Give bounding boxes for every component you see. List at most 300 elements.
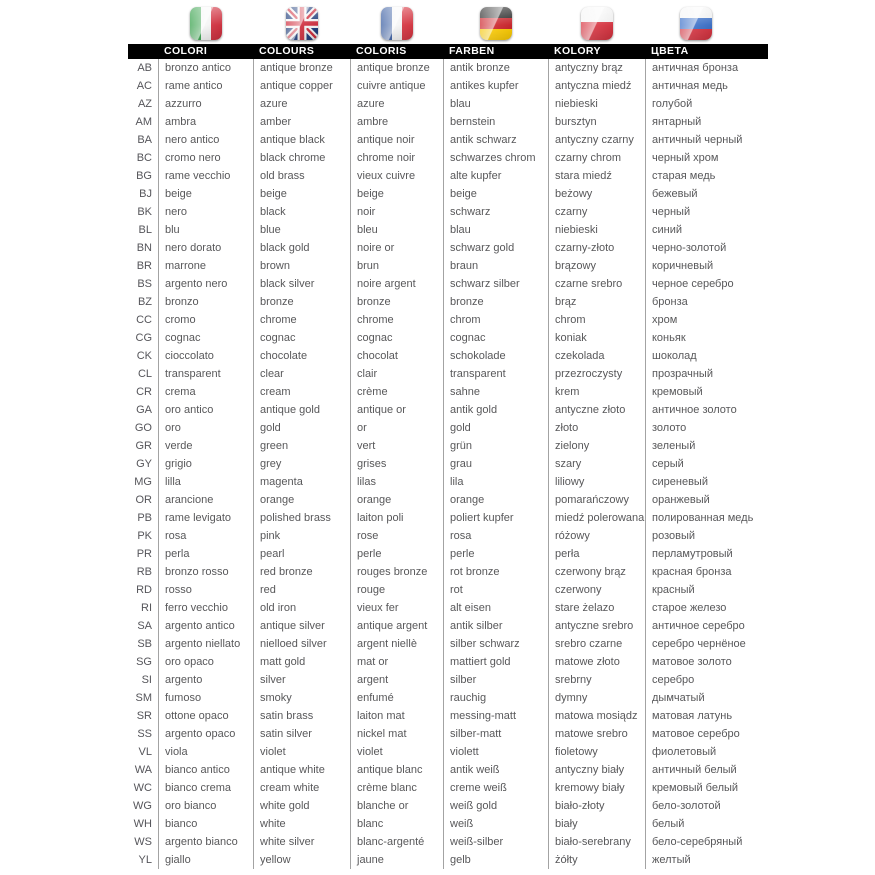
- color-name-polish: matowe srebro: [548, 725, 645, 743]
- color-code: AM: [135, 116, 152, 128]
- color-name-german: rosa: [443, 527, 548, 545]
- color-name-english: blue: [253, 221, 350, 239]
- color-name-french: cuivre antique: [350, 77, 443, 95]
- table-row: [128, 545, 768, 563]
- uk-flag-icon: [286, 7, 318, 40]
- color-name-english: white gold: [253, 797, 350, 815]
- color-name-italian: argento: [158, 671, 253, 689]
- color-name-french: argent: [350, 671, 443, 689]
- table-row: [128, 257, 768, 275]
- table-row: [128, 401, 768, 419]
- color-name-italian: bronzo rosso: [158, 563, 253, 581]
- table-row: [128, 383, 768, 401]
- color-name-russian: черный: [645, 203, 747, 221]
- color-name-french: jaune: [350, 851, 443, 869]
- color-name-french: argent niellè: [350, 635, 443, 653]
- color-name-english: nielloed silver: [253, 635, 350, 653]
- color-code: CK: [136, 350, 152, 362]
- color-name-italian: transparent: [158, 365, 253, 383]
- table-row: [128, 419, 768, 437]
- color-code: BZ: [137, 296, 152, 308]
- column-header-french: COLORIS: [356, 45, 407, 57]
- color-name-russian: бело-серебряный: [645, 833, 747, 851]
- color-name-russian: кремовый: [645, 383, 747, 401]
- column-header-italian: COLORI: [164, 45, 208, 57]
- color-name-english: smoky: [253, 689, 350, 707]
- table-row: [128, 293, 768, 311]
- color-name-russian: античная бронза: [645, 59, 747, 77]
- color-name-russian: бронза: [645, 293, 747, 311]
- color-code: CG: [135, 332, 152, 344]
- table-row: [128, 617, 768, 635]
- color-name-russian: бело-золотой: [645, 797, 747, 815]
- table-row: [128, 455, 768, 473]
- color-name-german: poliert kupfer: [443, 509, 548, 527]
- color-name-italian: ferro vecchio: [158, 599, 253, 617]
- color-name-english: chrome: [253, 311, 350, 329]
- color-name-english: red: [253, 581, 350, 599]
- color-code: BS: [137, 278, 152, 290]
- color-name-german: rot: [443, 581, 548, 599]
- flags-row: [128, 7, 768, 44]
- table-row: [128, 833, 768, 851]
- color-name-french: beige: [350, 185, 443, 203]
- color-name-french: laiton mat: [350, 707, 443, 725]
- color-name-french: nickel mat: [350, 725, 443, 743]
- color-name-english: yellow: [253, 851, 350, 869]
- color-name-russian: античный черный: [645, 131, 747, 149]
- table-row: [128, 599, 768, 617]
- color-name-german: grün: [443, 437, 548, 455]
- color-name-german: bronze: [443, 293, 548, 311]
- color-name-italian: giallo: [158, 851, 253, 869]
- color-name-english: black silver: [253, 275, 350, 293]
- color-name-french: crème blanc: [350, 779, 443, 797]
- color-name-german: alt eisen: [443, 599, 548, 617]
- table-row: [128, 725, 768, 743]
- color-name-french: cognac: [350, 329, 443, 347]
- table-row: [128, 653, 768, 671]
- color-name-polish: niebieski: [548, 95, 645, 113]
- color-name-russian: сиреневый: [645, 473, 747, 491]
- color-name-german: messing-matt: [443, 707, 548, 725]
- color-name-english: azure: [253, 95, 350, 113]
- color-name-polish: srebro czarne: [548, 635, 645, 653]
- color-name-polish: pomarańczowy: [548, 491, 645, 509]
- color-code: WS: [134, 836, 152, 848]
- color-name-french: noir: [350, 203, 443, 221]
- color-name-russian: золото: [645, 419, 747, 437]
- color-name-german: schokolade: [443, 347, 548, 365]
- color-name-italian: crema: [158, 383, 253, 401]
- color-name-german: chrom: [443, 311, 548, 329]
- color-name-russian: шоколад: [645, 347, 747, 365]
- color-name-french: antique argent: [350, 617, 443, 635]
- color-name-russian: античное серебро: [645, 617, 747, 635]
- color-name-french: vert: [350, 437, 443, 455]
- color-name-polish: biało-serebrany: [548, 833, 645, 851]
- table-row: [128, 671, 768, 689]
- color-code: CC: [136, 314, 152, 326]
- color-name-german: antik gold: [443, 401, 548, 419]
- color-name-german: antik silber: [443, 617, 548, 635]
- column-header-german: FARBEN: [449, 45, 495, 57]
- color-name-russian: коньяк: [645, 329, 747, 347]
- color-name-french: blanc: [350, 815, 443, 833]
- color-code: SR: [136, 710, 152, 722]
- color-name-french: enfumé: [350, 689, 443, 707]
- color-name-french: chrome: [350, 311, 443, 329]
- color-name-russian: античный белый: [645, 761, 747, 779]
- color-name-english: matt gold: [253, 653, 350, 671]
- color-name-french: orange: [350, 491, 443, 509]
- table-row: [128, 563, 768, 581]
- color-name-german: schwarz: [443, 203, 548, 221]
- poland-flag-icon: [581, 7, 613, 40]
- color-code: WA: [134, 764, 152, 776]
- color-name-italian: cromo nero: [158, 149, 253, 167]
- color-name-german: mattiert gold: [443, 653, 548, 671]
- color-name-german: silber-matt: [443, 725, 548, 743]
- color-name-german: rot bronze: [443, 563, 548, 581]
- color-name-german: grau: [443, 455, 548, 473]
- color-name-german: schwarz silber: [443, 275, 548, 293]
- color-name-russian: черное серебро: [645, 275, 747, 293]
- table-row: [128, 851, 768, 869]
- color-name-german: braun: [443, 257, 548, 275]
- color-name-german: antik weiß: [443, 761, 548, 779]
- color-name-italian: rosa: [158, 527, 253, 545]
- color-name-italian: argento niellato: [158, 635, 253, 653]
- color-name-italian: marrone: [158, 257, 253, 275]
- color-name-polish: szary: [548, 455, 645, 473]
- color-name-english: antique silver: [253, 617, 350, 635]
- color-name-italian: argento bianco: [158, 833, 253, 851]
- color-code: BL: [138, 224, 152, 236]
- color-name-polish: chrom: [548, 311, 645, 329]
- color-name-russian: старое железо: [645, 599, 747, 617]
- color-name-italian: argento nero: [158, 275, 253, 293]
- color-name-italian: rame antico: [158, 77, 253, 95]
- color-name-polish: czerwony: [548, 581, 645, 599]
- color-name-english: green: [253, 437, 350, 455]
- color-name-english: beige: [253, 185, 350, 203]
- color-name-russian: дымчатый: [645, 689, 747, 707]
- color-name-english: antique black: [253, 131, 350, 149]
- color-name-russian: матовое золото: [645, 653, 747, 671]
- color-code: AZ: [137, 98, 152, 110]
- color-code: SS: [137, 728, 152, 740]
- color-name-italian: cromo: [158, 311, 253, 329]
- color-name-russian: хром: [645, 311, 747, 329]
- color-name-polish: matowa mosiądz: [548, 707, 645, 725]
- color-name-polish: koniak: [548, 329, 645, 347]
- table-row: [128, 59, 768, 77]
- color-name-english: satin brass: [253, 707, 350, 725]
- color-code: BN: [136, 242, 152, 254]
- color-name-italian: argento opaco: [158, 725, 253, 743]
- color-name-italian: bianco: [158, 815, 253, 833]
- color-name-french: antique or: [350, 401, 443, 419]
- table-row: [128, 347, 768, 365]
- color-name-french: rouge: [350, 581, 443, 599]
- color-name-english: cream white: [253, 779, 350, 797]
- table-row: [128, 527, 768, 545]
- table-row: [128, 149, 768, 167]
- color-name-german: schwarzes chrom: [443, 149, 548, 167]
- color-name-italian: arancione: [158, 491, 253, 509]
- color-code: PK: [137, 530, 152, 542]
- table-row: [128, 239, 768, 257]
- color-name-polish: stare żelazo: [548, 599, 645, 617]
- color-code: AC: [136, 80, 152, 92]
- color-name-polish: czarny-złoto: [548, 239, 645, 257]
- color-name-english: old brass: [253, 167, 350, 185]
- color-code: OR: [135, 494, 152, 506]
- color-name-english: gold: [253, 419, 350, 437]
- table-row: [128, 743, 768, 761]
- color-name-polish: fioletowy: [548, 743, 645, 761]
- column-header-russian: ЦВЕТА: [651, 45, 689, 57]
- color-name-polish: czarny chrom: [548, 149, 645, 167]
- color-name-russian: матовая латунь: [645, 707, 747, 725]
- color-name-russian: зеленый: [645, 437, 747, 455]
- header-code-spacer: [128, 44, 158, 59]
- color-code: AB: [137, 62, 152, 74]
- color-code: GR: [135, 440, 152, 452]
- color-name-polish: srebrny: [548, 671, 645, 689]
- color-name-polish: beżowy: [548, 185, 645, 203]
- color-code: VL: [138, 746, 152, 758]
- color-code: BJ: [139, 188, 152, 200]
- color-name-german: blau: [443, 221, 548, 239]
- color-name-russian: оранжевый: [645, 491, 747, 509]
- color-name-french: noire argent: [350, 275, 443, 293]
- color-name-italian: bianco crema: [158, 779, 253, 797]
- color-name-polish: złoto: [548, 419, 645, 437]
- color-code: SB: [137, 638, 152, 650]
- color-code: GO: [134, 422, 152, 434]
- table-row: [128, 221, 768, 239]
- color-name-german: blau: [443, 95, 548, 113]
- color-name-german: weiß: [443, 815, 548, 833]
- color-code: BC: [136, 152, 152, 164]
- color-name-french: blanche or: [350, 797, 443, 815]
- color-name-english: antique white: [253, 761, 350, 779]
- color-name-german: alte kupfer: [443, 167, 548, 185]
- color-name-english: white: [253, 815, 350, 833]
- color-name-polish: antyczny brąz: [548, 59, 645, 77]
- color-name-italian: nero dorato: [158, 239, 253, 257]
- table-row: [128, 689, 768, 707]
- color-name-german: silber: [443, 671, 548, 689]
- color-name-italian: bianco antico: [158, 761, 253, 779]
- color-name-russian: бежевый: [645, 185, 747, 203]
- color-name-polish: czarne srebro: [548, 275, 645, 293]
- color-name-polish: stara miedź: [548, 167, 645, 185]
- color-name-english: black chrome: [253, 149, 350, 167]
- color-name-russian: перламутровый: [645, 545, 747, 563]
- color-name-polish: kremowy biały: [548, 779, 645, 797]
- italy-flag-icon: [190, 7, 222, 40]
- color-name-polish: miedź polerowana: [548, 509, 645, 527]
- color-name-polish: krem: [548, 383, 645, 401]
- color-name-english: magenta: [253, 473, 350, 491]
- table-row: [128, 185, 768, 203]
- color-name-german: violett: [443, 743, 548, 761]
- color-code: BG: [136, 170, 152, 182]
- color-name-english: white silver: [253, 833, 350, 851]
- color-name-french: vieux fer: [350, 599, 443, 617]
- color-name-polish: dymny: [548, 689, 645, 707]
- table-row: [128, 95, 768, 113]
- color-name-polish: niebieski: [548, 221, 645, 239]
- color-name-russian: старая медь: [645, 167, 747, 185]
- color-name-polish: biały: [548, 815, 645, 833]
- color-name-french: crème: [350, 383, 443, 401]
- color-name-french: blanc-argenté: [350, 833, 443, 851]
- color-name-french: brun: [350, 257, 443, 275]
- color-name-russian: коричневый: [645, 257, 747, 275]
- color-name-english: black: [253, 203, 350, 221]
- color-name-polish: antyczny czarny: [548, 131, 645, 149]
- table-row: [128, 275, 768, 293]
- color-name-italian: oro opaco: [158, 653, 253, 671]
- color-name-french: rouges bronze: [350, 563, 443, 581]
- color-name-russian: полированная медь: [645, 509, 747, 527]
- color-name-russian: кремовый белый: [645, 779, 747, 797]
- color-name-german: cognac: [443, 329, 548, 347]
- color-code: CL: [137, 368, 152, 380]
- color-name-english: cream: [253, 383, 350, 401]
- color-name-english: silver: [253, 671, 350, 689]
- color-name-russian: серый: [645, 455, 747, 473]
- color-name-italian: cognac: [158, 329, 253, 347]
- color-name-english: old iron: [253, 599, 350, 617]
- color-name-english: satin silver: [253, 725, 350, 743]
- color-name-russian: матовое серебро: [645, 725, 747, 743]
- table-row: [128, 311, 768, 329]
- color-name-english: grey: [253, 455, 350, 473]
- color-name-italian: rame levigato: [158, 509, 253, 527]
- table-row: [128, 365, 768, 383]
- color-code: CR: [136, 386, 152, 398]
- color-code: BA: [137, 134, 152, 146]
- color-name-french: laiton poli: [350, 509, 443, 527]
- color-name-russian: прозрачный: [645, 365, 747, 383]
- color-translation-chart: [128, 7, 768, 869]
- color-name-german: antikes kupfer: [443, 77, 548, 95]
- color-code: SA: [137, 620, 152, 632]
- column-header-polish: KOLORY: [554, 45, 601, 57]
- color-name-italian: bronzo antico: [158, 59, 253, 77]
- color-name-polish: różowy: [548, 527, 645, 545]
- color-name-german: beige: [443, 185, 548, 203]
- color-name-german: silber schwarz: [443, 635, 548, 653]
- table-row: [128, 437, 768, 455]
- color-name-russian: фиолетовый: [645, 743, 747, 761]
- color-name-english: cognac: [253, 329, 350, 347]
- color-name-russian: голубой: [645, 95, 747, 113]
- color-name-german: antik bronze: [443, 59, 548, 77]
- color-name-russian: серебро: [645, 671, 747, 689]
- color-name-french: chocolat: [350, 347, 443, 365]
- color-name-english: antique copper: [253, 77, 350, 95]
- color-code: BK: [137, 206, 152, 218]
- color-name-italian: nero antico: [158, 131, 253, 149]
- table-row: [128, 635, 768, 653]
- color-name-italian: verde: [158, 437, 253, 455]
- table-body: [128, 59, 768, 869]
- color-name-french: lilas: [350, 473, 443, 491]
- color-code: WC: [133, 782, 152, 794]
- table-row: [128, 761, 768, 779]
- color-name-german: transparent: [443, 365, 548, 383]
- color-name-polish: antyczny biały: [548, 761, 645, 779]
- color-name-french: clair: [350, 365, 443, 383]
- color-name-german: weiß-silber: [443, 833, 548, 851]
- table-row: [128, 581, 768, 599]
- color-name-english: violet: [253, 743, 350, 761]
- color-name-russian: античное золото: [645, 401, 747, 419]
- color-code: SG: [136, 656, 152, 668]
- color-name-russian: красный: [645, 581, 747, 599]
- column-header-english: COLOURS: [259, 45, 315, 57]
- color-code: GA: [136, 404, 152, 416]
- color-code: RB: [136, 566, 152, 578]
- color-name-italian: cioccolato: [158, 347, 253, 365]
- color-name-english: pink: [253, 527, 350, 545]
- color-code: YL: [138, 854, 152, 866]
- color-name-english: amber: [253, 113, 350, 131]
- color-code: RI: [141, 602, 152, 614]
- color-name-french: antique blanc: [350, 761, 443, 779]
- color-name-english: antique bronze: [253, 59, 350, 77]
- color-name-russian: античная медь: [645, 77, 747, 95]
- color-name-polish: zielony: [548, 437, 645, 455]
- color-name-polish: liliowy: [548, 473, 645, 491]
- color-name-english: black gold: [253, 239, 350, 257]
- color-name-english: pearl: [253, 545, 350, 563]
- color-name-russian: розовый: [645, 527, 747, 545]
- color-name-russian: черно-золотой: [645, 239, 747, 257]
- color-name-polish: przezroczysty: [548, 365, 645, 383]
- color-name-polish: antyczna miedź: [548, 77, 645, 95]
- table-row: [128, 203, 768, 221]
- color-code: MG: [134, 476, 152, 488]
- color-name-french: grises: [350, 455, 443, 473]
- color-name-english: brown: [253, 257, 350, 275]
- color-name-italian: oro antico: [158, 401, 253, 419]
- table-row: [128, 707, 768, 725]
- color-code: RD: [136, 584, 152, 596]
- color-name-german: antik schwarz: [443, 131, 548, 149]
- table-row: [128, 815, 768, 833]
- germany-flag-icon: [480, 7, 512, 40]
- color-name-polish: biało-złoty: [548, 797, 645, 815]
- color-code: PR: [136, 548, 152, 560]
- color-name-french: bronze: [350, 293, 443, 311]
- color-code: SI: [141, 674, 152, 686]
- color-code: GY: [136, 458, 152, 470]
- table-row: [128, 779, 768, 797]
- color-name-italian: fumoso: [158, 689, 253, 707]
- table-row: [128, 131, 768, 149]
- color-code: BR: [136, 260, 152, 272]
- color-name-russian: черный хром: [645, 149, 747, 167]
- color-name-english: red bronze: [253, 563, 350, 581]
- color-name-french: antique bronze: [350, 59, 443, 77]
